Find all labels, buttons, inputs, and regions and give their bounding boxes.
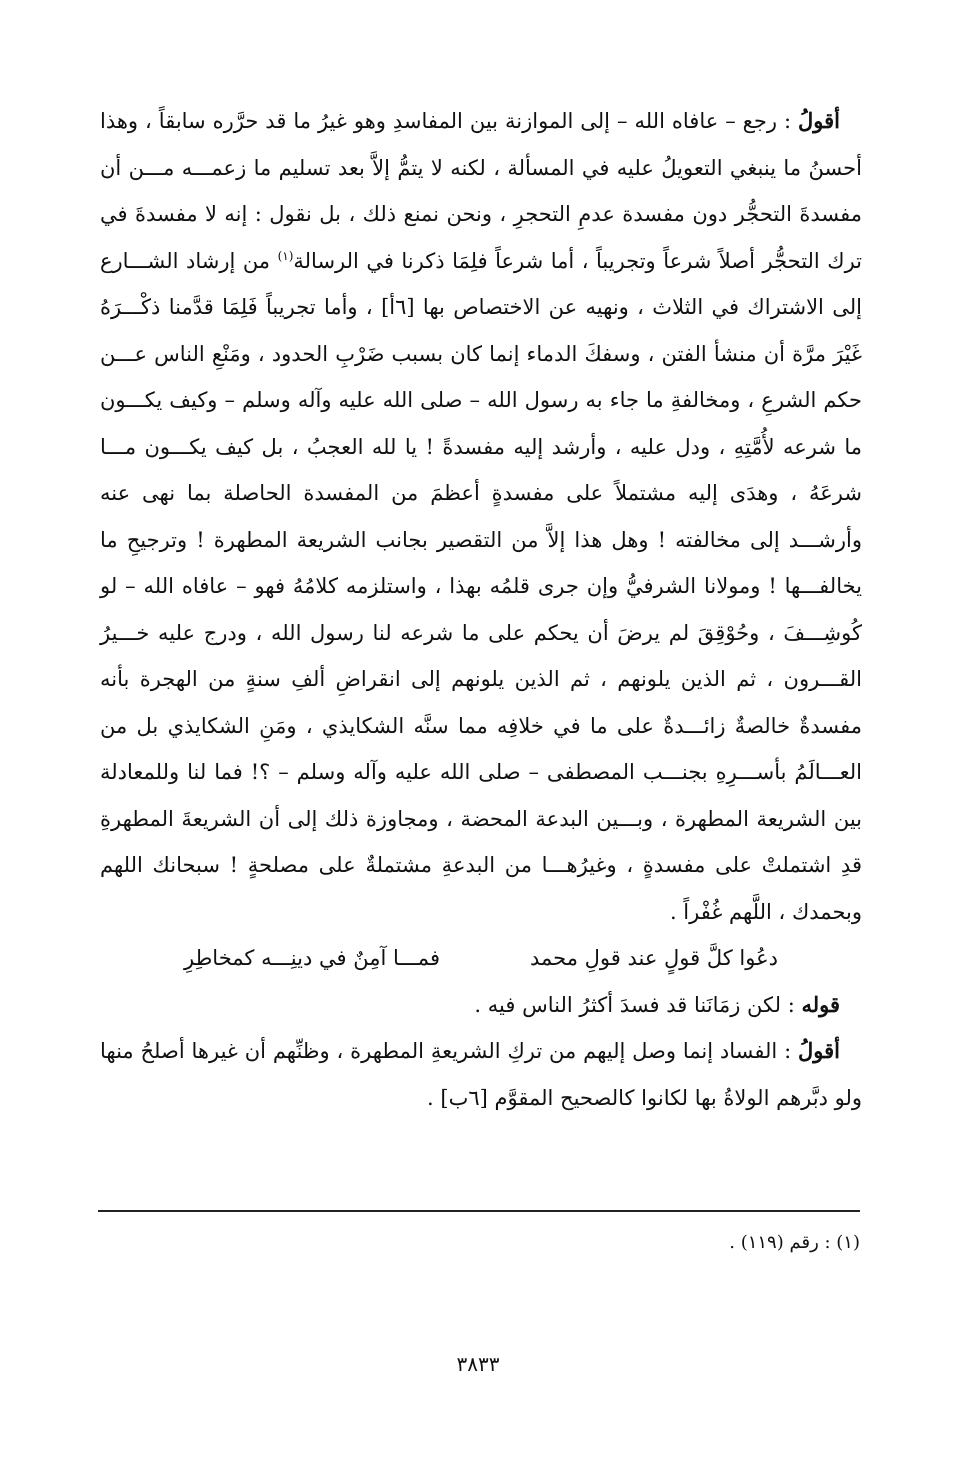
quote-lead: قوله [801,991,840,1017]
footnote-reference[interactable]: (١) [277,248,294,263]
quoted-statement [100,982,862,1029]
reply-text: : الفساد إنما وصل إليهم من تركِ الشريعةِ المطهرة ، وظنِّهم أن غيرها أصلحُ منها ولو دبَّرهم الولاةُ بها لكانوا كالصحيح المقوَّم [٦ب] . [100,1039,862,1110]
paragraph-text-continued: من إرشاد الشـــارع إلى الاشتراك في الثلاث ، ونهيه عن الاختصاص بها [٦أ] ، وأما تجريباً فَلِمَا قدَّمنا ذكْـــرَهُ غَيْرَ مرَّة أن منشأ الفتن ، وسفكَ الدماء إنما كان بسبب ضَرْبِ الحدود ، ومَنْعِ الناس عـــن حكم الشرعِ ، ومخالفةِ ما جاء به رسول الله – صلى الله عليه وآله وسلم – وكيف يكـــون ما شرعه لأُمَّتِهِ ، ودل عليه ، وأرشد إليه مفسدةً ! يا لله العجبُ ، بل كيف يكـــون مـــا شرعَهُ ، وهدَى إليه مشتملاً على مفسدةٍ أعظمَ من المفسدة الحاصلة بما نهى عنه وأرشـــد إلى مخالفته ! وهل هذا إلاَّ من التقصير بجانب الشريعة المطهرة ! وترجيحِ ما يخالفـــها ! ومولانا الشرفيُّ وإن جرى قلمُه بهذا ، واستلزمه كلامُهُ فهو – عافاه الله – لو كُوشِـــفَ ، وحُوْقِقَ لم يرضَ أن يحكم على ما شرعه لنا رسول الله ، ودرج عليه خـــيرُ القـــرون ، ثم الذين يلونهم ، ثم الذين يلونهم إلى انقراضِ ألفِ سنةٍ من الهجرة بأنه مفسدةٌ خالصةٌ زائـــدةٌ على ما في خلافِه مما سنَّه الشكايذي ، ومَنِ الشكايذي بل من العـــالَمُ بأســـرِهِ بجنـــب المصطفى – صلى الله عليه وآله وسلم – ؟! فما لنا وللمعادلة بين الشريعة المطهرة ، وبـــين البدعة المحضة ، ومجاوزة ذلك إلى أن الشريعةَ المطهرةِ قدِ اشتملتْ على مفسدةٍ ، وغيرُهـــا من البدعةِ مشتملةٌ على مصلحةٍ ! سبحانك اللهم وبحمدك ، اللَّهم غُفْراً . [100,248,862,924]
footnote-divider [98,1210,860,1212]
paragraph-1 [100,98,862,935]
verse-first-hemistich: دعُوا كلَّ قولٍ عند قولِ محمد [530,946,778,970]
reply-paragraph [100,1028,862,1121]
verse-second-hemistich: فمـــا آمِنٌ في دينِـــه كمخاطِرِ [184,946,440,970]
page-number: ٣٨٣٣ [456,1352,500,1376]
reply-lead: أقولُ [798,1038,840,1063]
poetry-verse [100,935,862,982]
paragraph-text: : رجع – عافاه الله – إلى الموازنة بين المفاسدِ وهو غيرُ ما قد حرَّره سابقاً ، وهذا أحسنُ ما ينبغي التعويلُ عليه في المسألة ، لكنه لا يتمُّ إلاَّ بعد تسليم ما زعمـــه مـــن أن مفسدةَ التحجُّر دون مفسدة عدمِ التحجرِ ، ونحن نمنع ذلك ، بل نقول : إنه لا مفسدةَ في ترك التحجُّر أصلاً شرعاً وتجريباً ، أما شرعاً فلِمَا ذكرنا في الرسالة [100,109,863,273]
paragraph-lead: أقولُ [798,108,840,133]
quote-text: : لكن زمَانَنا قد فسدَ أكثرُ الناس فيه . [474,992,802,1017]
main-text [100,98,862,1121]
footnote: (١) : رقم (١١٩) . [729,1232,860,1253]
